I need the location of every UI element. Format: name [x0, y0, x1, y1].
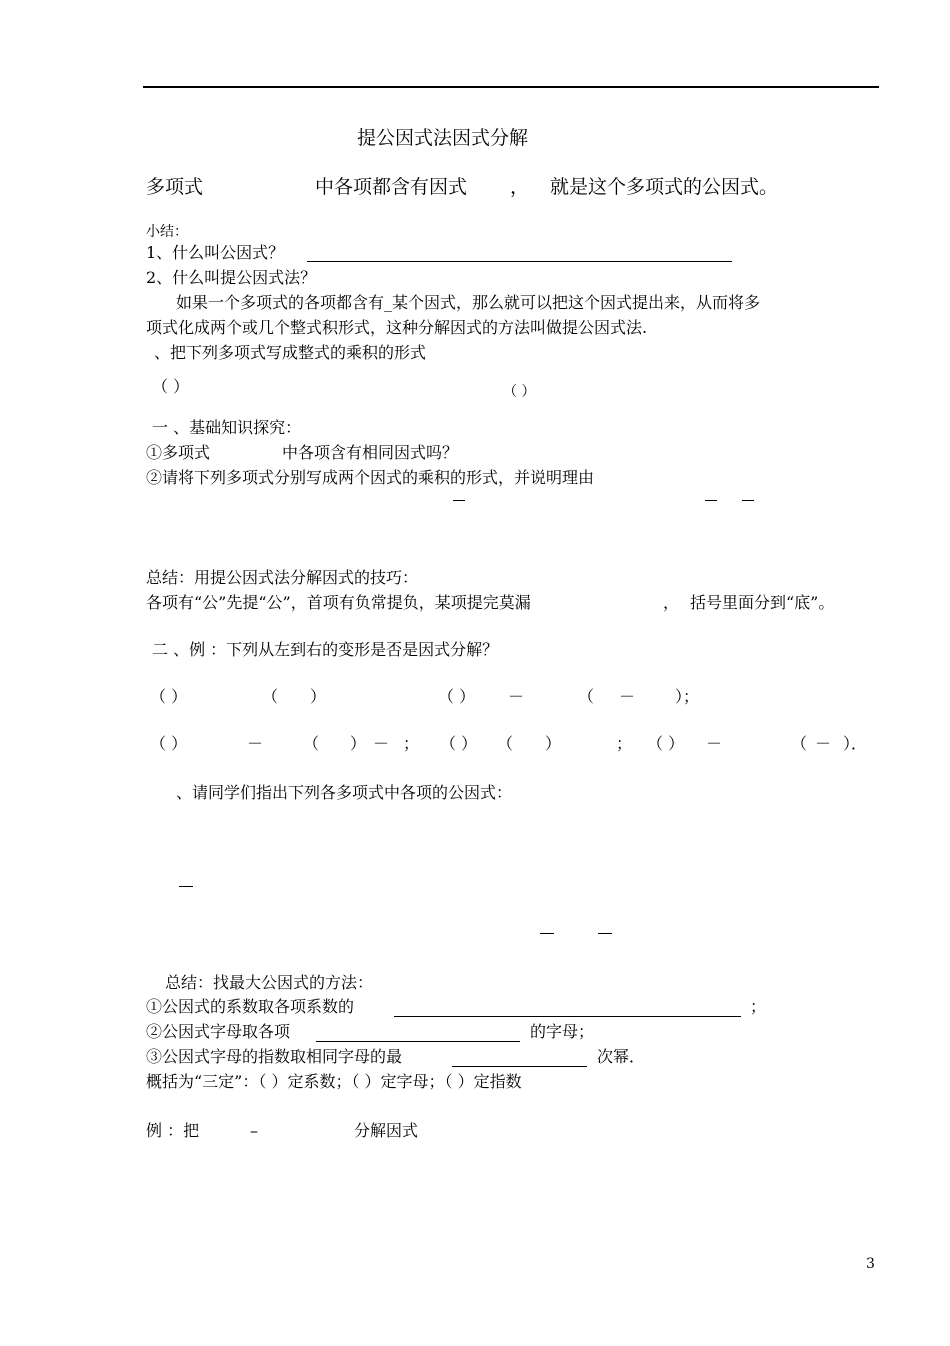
- page-title: 提公因式法因式分解: [357, 127, 529, 149]
- minus-sign: －: [619, 687, 636, 706]
- minus-sign: [453, 500, 465, 501]
- method-item-2-end: 的字母；: [530, 1022, 595, 1041]
- tips-body-b: 括号里面分到“底”。: [690, 593, 835, 612]
- answer-line-1[interactable]: [307, 261, 732, 262]
- minus-sign: [540, 933, 554, 934]
- paren: （ ）: [438, 687, 476, 706]
- method-item-1-end: ；: [750, 997, 767, 1016]
- open-paren: （: [303, 734, 320, 753]
- method-item-2: ②公因式字母取各项: [146, 1022, 291, 1041]
- minus-sign: －: [508, 687, 525, 706]
- row-2-end: ）．: [843, 734, 868, 753]
- paren: （ ）: [647, 734, 685, 753]
- intro-text-1: 多项式: [146, 176, 204, 198]
- tips-heading: 总结：用提公因式法分解因式的技巧：: [146, 568, 419, 587]
- paren-a: （ ）: [152, 377, 190, 396]
- section-1-heading: 一 、基础知识探究：: [152, 418, 302, 437]
- row-1-end: ）；: [675, 687, 700, 706]
- tips-body-comma: ，: [663, 593, 680, 612]
- minus-sign: [179, 886, 193, 887]
- semicolon: ；: [403, 734, 420, 753]
- minus-sign: －: [706, 734, 723, 753]
- minus-sign: [742, 500, 754, 501]
- semicolon: ；: [616, 734, 633, 753]
- section-1-item-2: ②请将下列多项式分别写成两个因式的乘积的形式，并说明理由: [146, 468, 595, 487]
- example-a: 例 ：把: [146, 1121, 200, 1140]
- paren: （ ）: [150, 734, 188, 753]
- section-1-item-1b: 中各项含有相同因式吗？: [282, 443, 459, 462]
- paren-wide: （ ）: [262, 687, 327, 706]
- paren-b: （ ）: [503, 384, 536, 400]
- open-paren: （: [578, 687, 595, 706]
- page-number: 3: [866, 1256, 875, 1272]
- minus-sign: [598, 933, 612, 934]
- minus-sign: [705, 500, 717, 501]
- close-paren: ）: [350, 734, 367, 753]
- example-b: 分解因式: [354, 1121, 419, 1140]
- definition-line-1: 如果一个多项式的各项都含有_某个因式，那么就可以把这个因式提出来，从而将多: [176, 293, 761, 312]
- task-products: 、把下列多项式写成整式的乘积的形式: [154, 343, 427, 362]
- answer-line-letters[interactable]: [316, 1041, 520, 1042]
- header-rule: [143, 86, 879, 88]
- summary-label: 小结：: [146, 224, 188, 240]
- question-1: 1、什么叫公因式？: [146, 243, 285, 262]
- intro-text-2: 中各项都含有因式: [315, 176, 468, 198]
- answer-line-exponent[interactable]: [452, 1066, 587, 1067]
- minus-sign: －: [815, 734, 832, 753]
- tips-body-a: 各项有“公”先提“公”，首项有负常提负，某项提完莫漏: [146, 593, 531, 612]
- intro-text-3: 就是这个多项式的公因式。: [550, 176, 779, 198]
- example-dash: –: [250, 1121, 258, 1140]
- paren: （ ）: [150, 687, 188, 706]
- section-2-heading: 二 、例 ：下列从左到右的变形是否是因式分解？: [152, 640, 499, 659]
- open-paren: （: [791, 734, 808, 753]
- paren: （ ）: [440, 734, 478, 753]
- intro-comma: ，: [510, 176, 530, 198]
- minus-sign: －: [373, 734, 390, 753]
- paren-wide: （ ）: [497, 734, 562, 753]
- minus-sign: －: [247, 734, 264, 753]
- definition-line-2: 项式化成两个或几个整式积形式，这种分解因式的方法叫做提公因式法.: [146, 318, 648, 337]
- method-item-3-end: 次幂．: [597, 1047, 646, 1066]
- task-common-factor: 、请同学们指出下列各多项式中各项的公因式：: [176, 783, 513, 802]
- answer-line-coefficient[interactable]: [394, 1016, 741, 1017]
- method-heading: 总结：找最大公因式的方法：: [165, 973, 374, 992]
- method-item-1: ①公因式的系数取各项系数的: [146, 997, 355, 1016]
- question-2: 2、什么叫提公因式法？: [146, 268, 317, 287]
- three-rules-summary: 概括为“三定”：（ ）定系数；（ ）定字母；（ ）定指数: [146, 1072, 522, 1091]
- method-item-3: ③公因式字母的指数取相同字母的最: [146, 1047, 403, 1066]
- section-1-item-1a: ①多项式: [146, 443, 211, 462]
